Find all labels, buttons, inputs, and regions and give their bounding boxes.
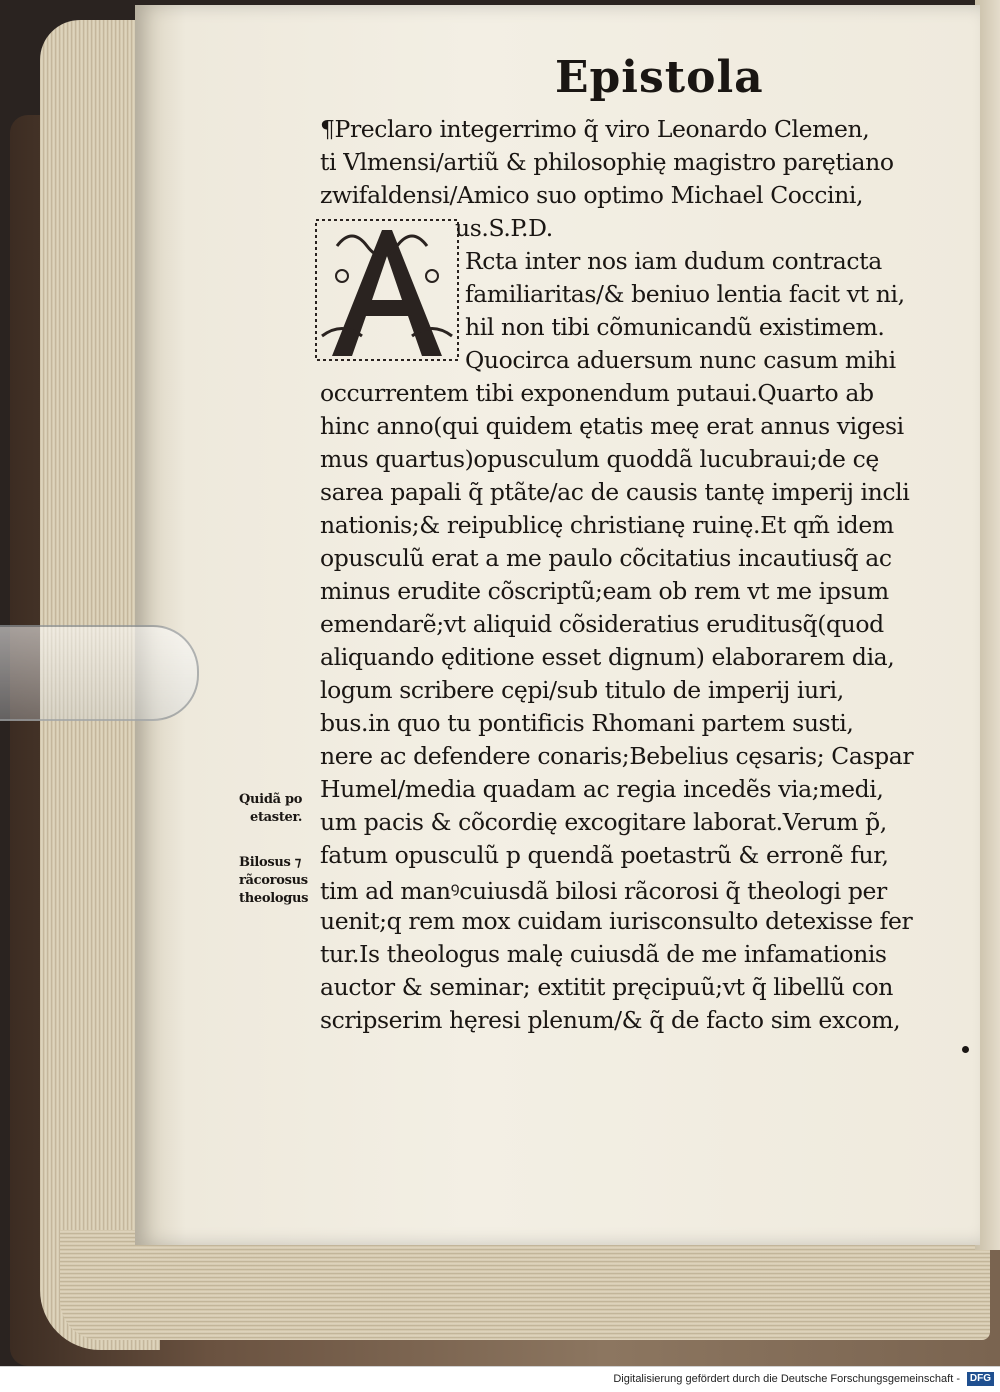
text-line-21: Humel/media quadam ac regia incedẽs via;medi,: [320, 775, 884, 803]
ink-spot: [962, 1046, 969, 1053]
text-line-4: us.S.P.D.: [455, 214, 553, 242]
text-line-14: opusculũ erat a me paulo cõcitatius incautiusq̃ ac: [320, 544, 892, 572]
text-line-27: auctor & seminar; extitit pręcipuũ;vt q̃ libellũ con: [320, 973, 893, 1001]
text-line-17: aliquando ęditione esset dignum) elaborarem dia,: [320, 643, 895, 671]
text-line-5: Rcta inter nos iam dudum contracta: [465, 247, 882, 275]
text-line-25: uenit;q rem mox cuidam iurisconsulto detexisse fer: [320, 907, 913, 935]
text-line-16: emendarẽ;vt aliquid cõsideratius eruditusq̃(quod: [320, 610, 884, 638]
text-line-11: mus quartus)opusculum quoddã lucubraui;de cę: [320, 445, 879, 473]
text-line-19: bus.in quo tu pontificis Rhomani partem susti,: [320, 709, 854, 737]
text-line-9: occurrentem tibi exponendum putaui.Quarto ab: [320, 379, 874, 407]
decorated-initial-a: [312, 216, 462, 364]
text-line-15: minus erudite cõscriptũ;eam ob rem vt me ipsum: [320, 577, 889, 605]
bookmark-clip: [0, 625, 199, 721]
text-line-28: scripserim hęresi plenum/& q̃ de facto sim excom,: [320, 1006, 901, 1034]
text-line-24: tim ad manꝰcuiusdã bilosi rãcorosi q̃ theologi per: [320, 877, 887, 905]
text-line-12: sarea papali q̃ ptãte/ac de causis tantę imperij incli: [320, 478, 910, 506]
marginal-note-2-line-2: rãcorosus: [239, 873, 308, 888]
text-line-18: logum scribere cępi/sub titulo de imperij iuri,: [320, 676, 844, 704]
marginal-note-2-line-1: Bilosus ⁊: [239, 855, 301, 870]
text-line-23: fatum opusculũ p quendã poetastrũ & erronẽ fur,: [320, 841, 889, 869]
text-line-22: um pacis & cõcordię excogitare laborat.Verum p̃,: [320, 808, 887, 836]
page-stack-bottom: [60, 1230, 990, 1340]
text-line-7: hil non tibi cõmunicandũ existimem.: [465, 313, 885, 341]
text-line-26: tur.Is theologus malę cuiusdã de me infamationis: [320, 940, 887, 968]
text-line-3: zwifaldensi/Amico suo optimo Michael Coccini,: [320, 181, 864, 209]
marginal-note-1-line-1: Quidã po: [239, 792, 303, 807]
text-line-2: ti Vlmensi/artiũ & philosophię magistro parętiano: [320, 148, 894, 176]
page-heading: Epistola: [555, 52, 764, 103]
dfg-logo: DFG: [967, 1372, 994, 1386]
text-line-10: hinc anno(qui quidem ętatis meę erat annus vigesi: [320, 412, 904, 440]
footer-credit: Digitalisierung gefördert durch die Deutsche Forschungsgemeinschaft -: [613, 1373, 960, 1385]
text-line-1: ¶Preclaro integerrimo q̃ viro Leonardo Clemen,: [320, 115, 870, 143]
marginal-note-1-line-2: etaster.: [250, 810, 303, 825]
text-line-20: nere ac defendere conaris;Bebelius cęsaris; Caspar: [320, 742, 914, 770]
text-line-8: Quocirca aduersum nunc casum mihi: [465, 346, 896, 374]
footer-bar: [0, 1366, 1000, 1392]
text-line-13: nationis;& reipublicę christianę ruinę.Et qm̃ idem: [320, 511, 894, 539]
text-line-6: familiaritas/& beniuo lentia facit vt ni,: [465, 280, 905, 308]
marginal-note-2-line-3: theologus: [239, 891, 309, 906]
